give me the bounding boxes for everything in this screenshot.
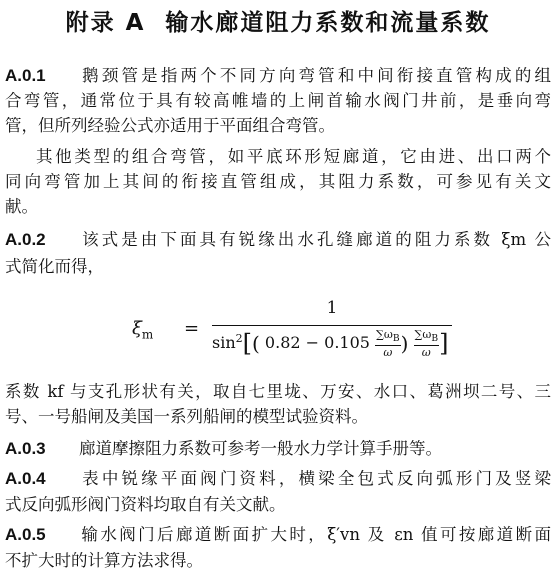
paragraph-line xyxy=(5,64,551,87)
paragraph-line xyxy=(5,228,551,251)
paragraph-line xyxy=(5,467,551,490)
omega-fraction: $\frac{\sum\omega_B}{\omega}$ xyxy=(376,328,400,360)
section-number: A.0.2 xyxy=(5,230,46,249)
paragraph-line: 合弯管，通常位于具有较高帷墙的上闸首输水阀门井前，是垂向弯 xyxy=(5,91,551,110)
omega-fraction: $\frac{\sum\omega_B}{\omega}$ xyxy=(414,328,439,360)
paragraph-line: 系数 kf 与支孔形状有关，取自七里垅、万安、水口、葛洲坝二号、三 xyxy=(5,382,551,401)
resistance-formula xyxy=(132,298,452,362)
section-number: A.0.5 xyxy=(5,525,46,544)
paragraph-line: 管，但所列经验公式亦适用于平面组合弯管。 xyxy=(5,116,335,135)
formula-equals: = xyxy=(184,318,200,339)
section-number: A.0.4 xyxy=(5,469,46,488)
paragraph-line: 式反向弧形阀门资料均取自有关文献。 xyxy=(5,495,286,514)
formula-denominator: $\sin^2$[( 0.82 − 0.105 $\frac{\sum\omega_B}{\omega}$ ) $\frac{\sum\omega_B}{\omega}$ ] xyxy=(212,328,449,360)
appendix-name: 输水廊道阻力系数和流量系数 xyxy=(165,10,491,36)
section-number: A.0.3 xyxy=(5,439,46,458)
formula-numerator: 1 xyxy=(326,298,338,318)
section-number: A.0.1 xyxy=(5,66,46,85)
paragraph-line: 同向弯管加上其间的衔接直管组成，其阻力系数，可参见有关文 xyxy=(5,172,551,191)
text-line: 鹅颈管是指两个不同方向弯管和中间衔接直管构成的组 xyxy=(79,66,551,85)
text-line: 输水阀门后廊道断面扩大时，ξ′vn 及 εn 值可按廊道断面 xyxy=(79,525,551,544)
paragraph-line: 号、一号船闸及美国一系列船闸的模型试验资料。 xyxy=(5,407,368,426)
paragraph-line: 其他类型的组合弯管，如平底环形短廊道，它由进、出口两个 xyxy=(36,147,551,166)
paragraph-line: 式简化而得， xyxy=(5,257,104,276)
appendix-label: 附录 A xyxy=(65,10,146,36)
appendix-title xyxy=(0,4,556,37)
text-line: 廊道摩擦阻力系数可参考一般水力学计算手册等。 xyxy=(79,439,442,458)
fraction-bar xyxy=(212,325,452,326)
formula-lhs: $\xi_m$ xyxy=(132,318,154,342)
paragraph-line: 献。 xyxy=(5,197,38,216)
paragraph-line xyxy=(5,437,551,460)
paragraph-line xyxy=(5,523,551,546)
paragraph-line: 不扩大时的计算方法求得。 xyxy=(5,551,203,570)
text-line: 该式是由下面具有锐缘出水孔缝廊道的阻力系数 ξm 公 xyxy=(79,230,551,249)
text-line: 表中锐缘平面阀门资料，横梁全包式反向弧形门及竖梁 xyxy=(79,469,551,488)
